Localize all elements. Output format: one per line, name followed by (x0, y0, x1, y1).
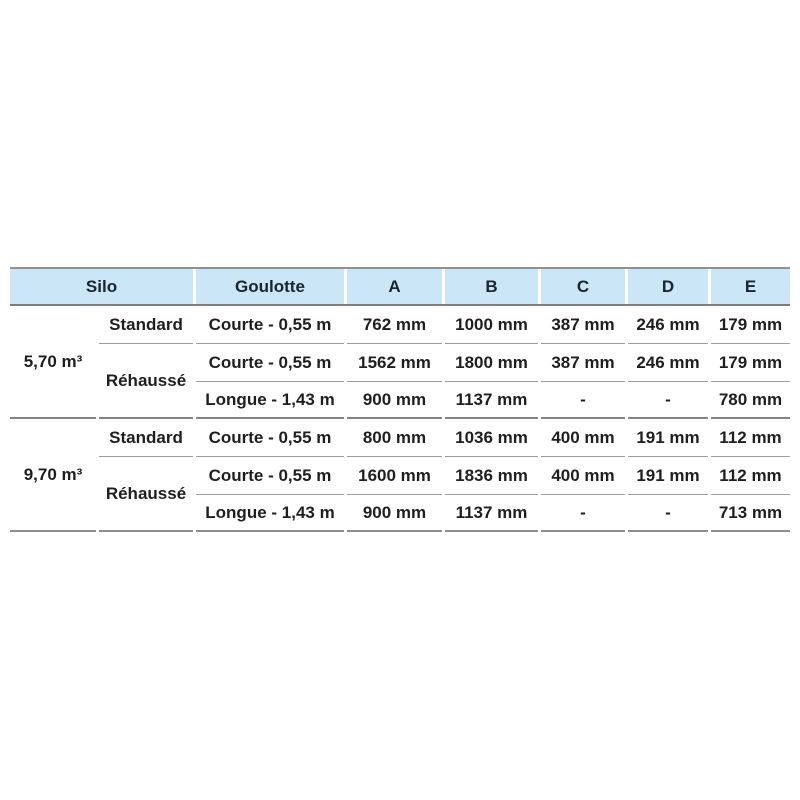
cell-variant-standard-970: Standard (99, 419, 193, 457)
cell-goulotte-r1: Courte - 0,55 m (196, 306, 344, 344)
cell-b-r5: 1836 mm (445, 457, 538, 495)
cell-a-r4: 800 mm (347, 419, 442, 457)
cell-d-r2: 246 mm (628, 344, 708, 382)
header-cell-goulotte: Goulotte (196, 269, 344, 304)
cell-c-r6: - (541, 495, 625, 532)
header-cell-e: E (711, 269, 790, 304)
cell-b-r3: 1137 mm (445, 382, 538, 419)
cell-d-r3: - (628, 382, 708, 419)
cell-d-r4: 191 mm (628, 419, 708, 457)
cell-goulotte-r5: Courte - 0,55 m (196, 457, 344, 495)
header-cell-c: C (541, 269, 625, 304)
cell-goulotte-r4: Courte - 0,55 m (196, 419, 344, 457)
cell-a-r6: 900 mm (347, 495, 442, 532)
cell-a-r1: 762 mm (347, 306, 442, 344)
cell-e-r2: 179 mm (711, 344, 790, 382)
cell-c-r3: - (541, 382, 625, 419)
cell-c-r2: 387 mm (541, 344, 625, 382)
header-cell-d: D (628, 269, 708, 304)
cell-e-r3: 780 mm (711, 382, 790, 419)
cell-silo-size-970: 9,70 m³ (10, 419, 96, 532)
cell-e-r4: 112 mm (711, 419, 790, 457)
cell-variant-rehausse-570: Réhaussé (99, 344, 193, 419)
cell-b-r4: 1036 mm (445, 419, 538, 457)
header-cell-silo: Silo (10, 269, 193, 304)
cell-variant-rehausse-970: Réhaussé (99, 457, 193, 532)
cell-c-r1: 387 mm (541, 306, 625, 344)
cell-c-r4: 400 mm (541, 419, 625, 457)
table-header-row (10, 269, 790, 304)
cell-d-r1: 246 mm (628, 306, 708, 344)
cell-variant-standard-570: Standard (99, 306, 193, 344)
cell-silo-size-570: 5,70 m³ (10, 306, 96, 419)
header-cell-b: B (445, 269, 538, 304)
cell-a-r5: 1600 mm (347, 457, 442, 495)
cell-d-r5: 191 mm (628, 457, 708, 495)
cell-b-r2: 1800 mm (445, 344, 538, 382)
cell-e-r1: 179 mm (711, 306, 790, 344)
cell-e-r6: 713 mm (711, 495, 790, 532)
header-cell-a: A (347, 269, 442, 304)
spec-table (10, 267, 790, 532)
cell-b-r6: 1137 mm (445, 495, 538, 532)
cell-goulotte-r6: Longue - 1,43 m (196, 495, 344, 532)
cell-d-r6: - (628, 495, 708, 532)
cell-a-r3: 900 mm (347, 382, 442, 419)
cell-b-r1: 1000 mm (445, 306, 538, 344)
table-body (10, 306, 790, 532)
cell-goulotte-r3: Longue - 1,43 m (196, 382, 344, 419)
cell-a-r2: 1562 mm (347, 344, 442, 382)
cell-goulotte-r2: Courte - 0,55 m (196, 344, 344, 382)
cell-e-r5: 112 mm (711, 457, 790, 495)
cell-c-r5: 400 mm (541, 457, 625, 495)
